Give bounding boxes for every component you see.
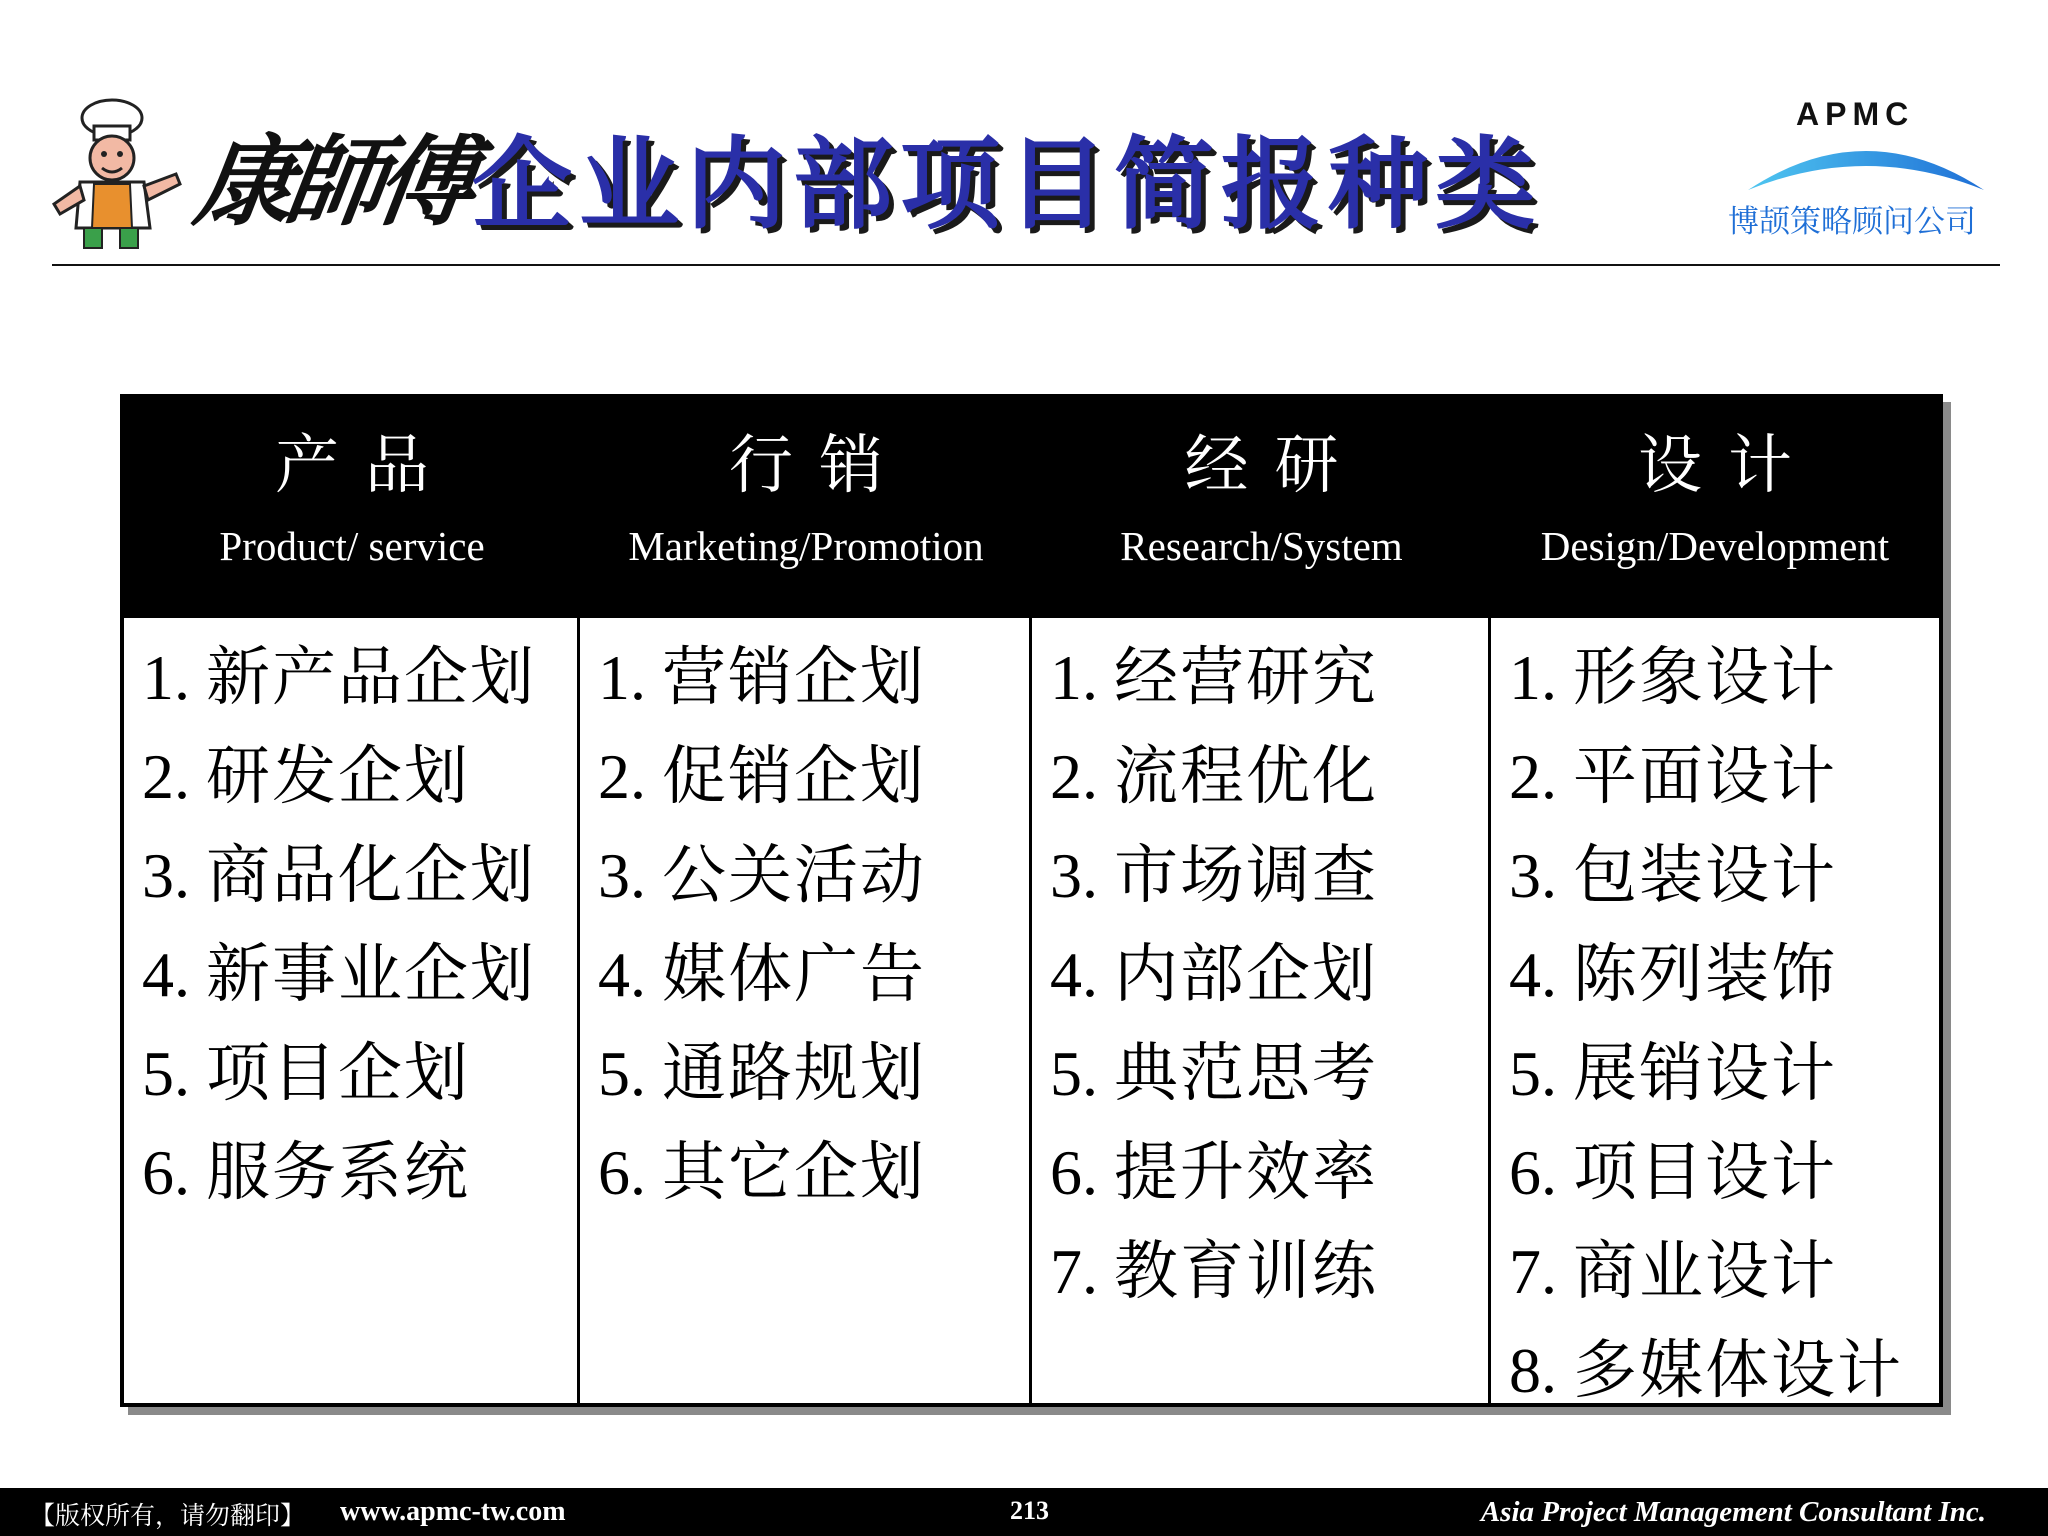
item-text: 提升效率 [1114,1136,1378,1210]
list-item [1050,1123,1488,1222]
apmc-company-name: 博颉策略顾问公司 [1728,204,1976,240]
item-text: 流程优化 [1114,740,1378,814]
item-number: 3. [1050,840,1098,911]
item-number: 7. [1050,1236,1098,1307]
list-item [142,727,577,826]
list-item [142,1024,577,1123]
item-text: 商品化企划 [206,839,536,913]
item-number: 6. [1050,1137,1098,1208]
apmc-logo [1716,96,2006,246]
list-item [1509,1321,1939,1420]
brand-logo-text: 康師傅 [188,126,475,240]
list-item [1050,925,1488,1024]
list-item [1050,1222,1488,1321]
item-number: 4. [142,939,190,1010]
list-item [1509,925,1939,1024]
item-text: 公关活动 [662,839,926,913]
list-item [1509,1123,1939,1222]
footer-bar [0,1488,2048,1536]
list-item [1050,1024,1488,1123]
company-name: Asia Project Management Consultant Inc. [1480,1496,1986,1528]
page-title: 企业内部项目简报种类 [472,126,1542,243]
item-number: 4. [598,939,646,1010]
list-item [1509,826,1939,925]
item-text: 多媒体设计 [1573,1334,1903,1408]
list-item [1509,1024,1939,1123]
item-text: 促销企划 [662,740,926,814]
page-number: 213 [1010,1496,1049,1525]
item-text: 研发企划 [206,740,470,814]
header-cn: 行销 [729,429,909,503]
list-item [142,1123,577,1222]
item-number: 2. [142,741,190,812]
item-number: 1. [598,642,646,713]
item-text: 通路规划 [662,1037,926,1111]
header-en: Product/ service [219,523,485,569]
item-number: 2. [598,741,646,812]
item-text: 平面设计 [1573,740,1837,814]
item-number: 4. [1509,939,1557,1010]
item-text: 陈列装饰 [1573,938,1837,1012]
item-text: 新产品企划 [206,641,536,715]
item-number: 1. [1050,642,1098,713]
arc-swoosh-icon [1746,132,1986,192]
item-number: 5. [1509,1038,1557,1109]
header-cell-research [1032,398,1491,618]
list-item [598,628,1029,727]
list-item [598,925,1029,1024]
header-en: Design/Development [1540,523,1890,569]
item-text: 包装设计 [1573,839,1837,913]
item-number: 5. [598,1038,646,1109]
item-number: 8. [1509,1335,1557,1406]
chef-mascot-icon [50,96,200,256]
list-item [1509,628,1939,727]
item-number: 1. [142,642,190,713]
item-number: 3. [142,840,190,911]
column-marketing [580,618,1032,1403]
header-cn: 设计 [1638,429,1818,503]
item-text: 项目设计 [1573,1136,1837,1210]
item-number: 3. [598,840,646,911]
apmc-logo-text: APMC [1796,96,1915,132]
item-text: 教育训练 [1114,1235,1378,1309]
list-item [1509,1222,1939,1321]
website-link[interactable]: www.apmc-tw.com [340,1496,566,1527]
project-types-table [120,394,1943,1407]
header-en: Research/System [1120,523,1403,569]
item-number: 6. [1509,1137,1557,1208]
item-number: 3. [1509,840,1557,911]
item-number: 1. [1509,642,1557,713]
list-item [598,826,1029,925]
item-number: 5. [142,1038,190,1109]
item-number: 2. [1509,741,1557,812]
list-item [142,826,577,925]
copyright-notice: 【版权所有，请勿翻印】 [30,1501,306,1530]
list-item [598,727,1029,826]
column-product [124,618,580,1403]
item-text: 服务系统 [206,1136,470,1210]
list-item [1050,826,1488,925]
item-text: 营销企划 [662,641,926,715]
item-text: 商业设计 [1573,1235,1837,1309]
header-cn: 产品 [275,429,455,503]
list-item [598,1024,1029,1123]
list-item [142,925,577,1024]
header-en: Marketing/Promotion [628,523,984,569]
item-text: 经营研究 [1114,641,1378,715]
column-design [1491,618,1939,1408]
list-item [1050,628,1488,727]
item-text: 媒体广告 [662,938,926,1012]
item-number: 5. [1050,1038,1098,1109]
item-text: 内部企划 [1114,938,1378,1012]
item-number: 4. [1050,939,1098,1010]
header-cn: 经研 [1184,429,1365,503]
item-text: 其它企划 [662,1136,926,1210]
item-text: 项目企划 [206,1037,470,1111]
list-item [142,628,577,727]
item-text: 新事业企划 [206,938,536,1012]
item-text: 形象设计 [1573,641,1837,715]
item-number: 7. [1509,1236,1557,1307]
header-cell-product [124,398,580,618]
column-research [1032,618,1491,1403]
kang-shi-fu-logo [50,96,475,256]
item-number: 2. [1050,741,1098,812]
item-text: 典范思考 [1114,1037,1378,1111]
list-item [598,1123,1029,1222]
table-body-row [124,618,1939,1408]
item-number: 6. [598,1137,646,1208]
list-item [1509,727,1939,826]
item-number: 6. [142,1137,190,1208]
header-cell-marketing [580,398,1032,618]
table-header-row [124,398,1939,618]
list-item [1050,727,1488,826]
item-text: 市场调查 [1114,839,1378,913]
header-cell-design [1491,398,1939,618]
header-divider [52,264,2000,266]
item-text: 展销设计 [1573,1037,1837,1111]
